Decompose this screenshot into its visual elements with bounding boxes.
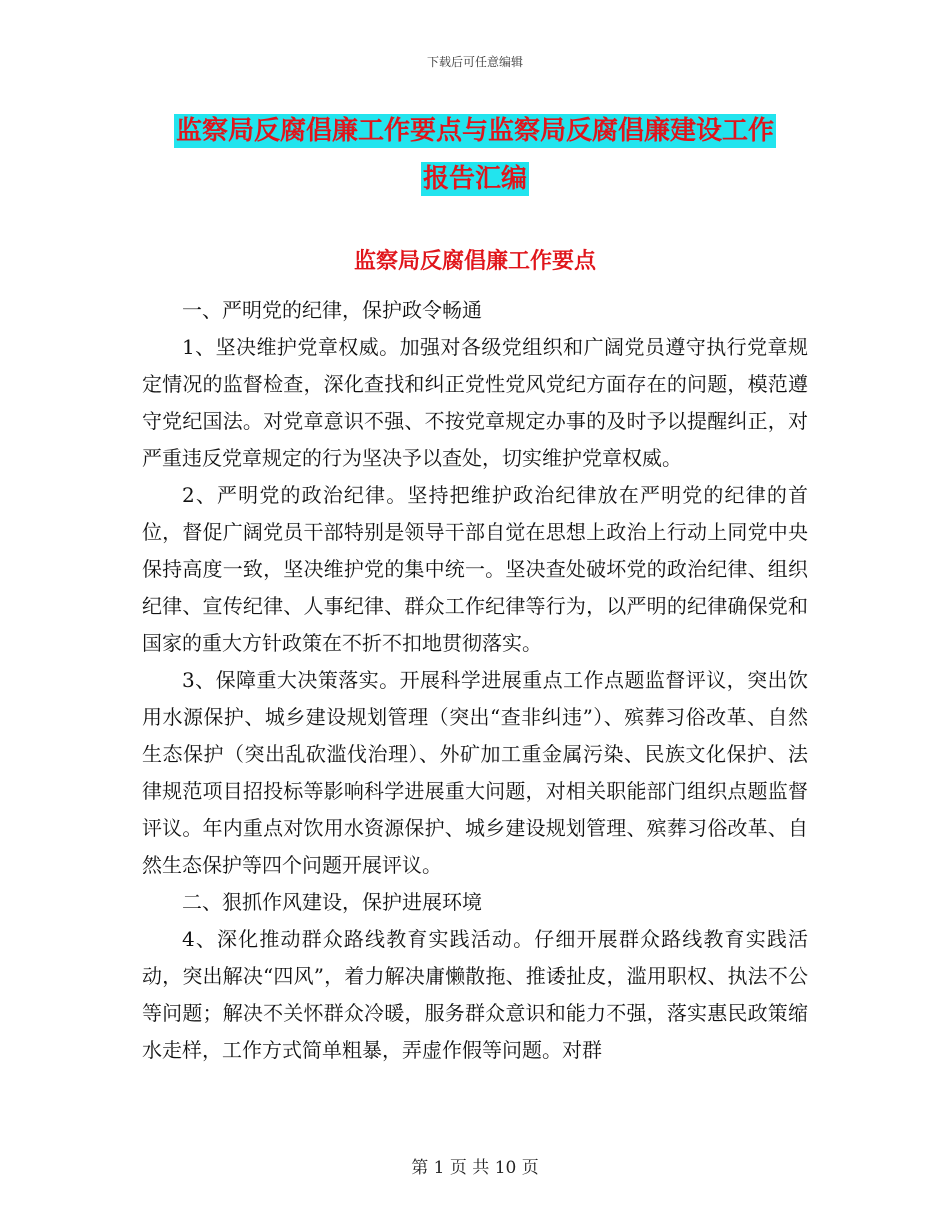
document-title-line-2 bbox=[0, 155, 950, 203]
document-body bbox=[142, 292, 808, 1069]
header-note: 下载后可任意编辑 bbox=[426, 55, 523, 69]
document-title bbox=[0, 107, 950, 203]
title-highlight-1: 监察局反腐倡廉工作要点与监察局反腐倡廉建设工作 bbox=[175, 116, 774, 146]
page-footer: 第 1 页 共 10 页 bbox=[411, 1158, 539, 1178]
document-title-line-1 bbox=[0, 107, 950, 155]
title-highlight-2: 报告汇编 bbox=[422, 164, 527, 194]
heading-2: 二、狠抓作风建设，保护进展环境 bbox=[182, 890, 482, 914]
heading-1: 一、严明党的纪律，保护政令畅通 bbox=[182, 298, 482, 322]
paragraph-4: 4、深化推动群众路线教育实践活动。仔细开展群众路线教育实践活动，突出解决“四风”，着力解决庸懒散拖、推诿扯皮，滥用职权、执法不公等问题；解决不关怀群众冷暖，服务群众意识和能力不强，落实惠民政策缩水走样，工作方式简单粗暴，弄虚作假等问题。对群 bbox=[142, 927, 808, 1062]
paragraph-2: 2、严明党的政治纪律。坚持把维护政治纪律放在严明党的纪律的首位，督促广阔党员干部特别是领导干部自觉在思想上政治上行动上同党中央保持高度一致，坚决维护党的集中统一。坚决查处破坏党的政治纪律、组织纪律、宣传纪律、人事纪律、群众工作纪律等行为，以严明的纪律确保党和国家的重大方针政策在不折不扣地贯彻落实。 bbox=[142, 483, 808, 655]
section-title: 监察局反腐倡廉工作要点 bbox=[353, 249, 596, 274]
paragraph-1: 1、坚决维护党章权威。加强对各级党组织和广阔党员遵守执行党章规定情况的监督检查，深化查找和纠正党性党风党纪方面存在的问题，模范遵守党纪国法。对党章意识不强、不按党章规定办事的及时予以提醒纠正，对严重违反党章规定的行为坚决予以查处，切实维护党章权威。 bbox=[142, 335, 808, 470]
paragraph-3: 3、保障重大决策落实。开展科学进展重点工作点题监督评议，突出饮用水源保护、城乡建设规划管理（突出“查非纠违”）、殡葬习俗改革、自然生态保护（突出乱砍滥伐治理）、外矿加工重金属污染、民族文化保护、法律规范项目招投标等影响科学进展重大问题，对相关职能部门组织点题监督评议。年内重点对饮用水资源保护、城乡建设规划管理、殡葬习俗改革、自然生态保护等四个问题开展评议。 bbox=[142, 668, 808, 877]
